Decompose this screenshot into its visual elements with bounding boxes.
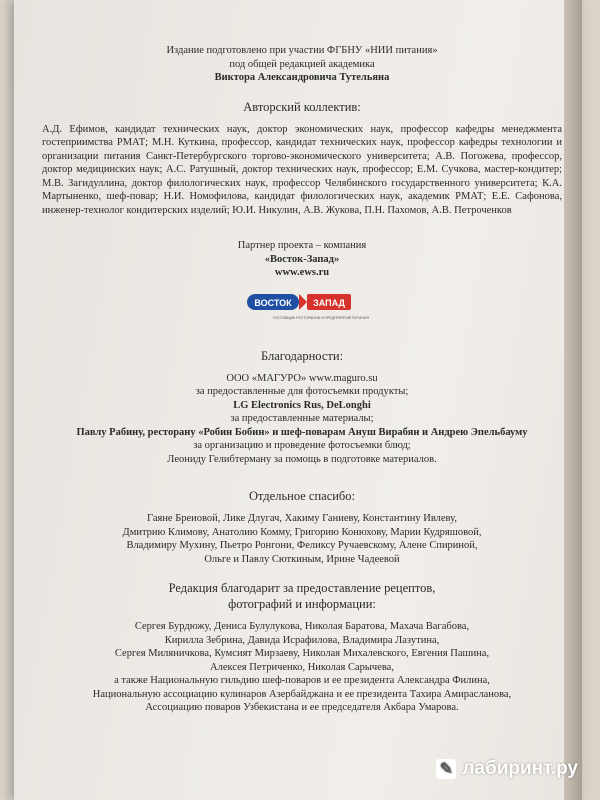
- authors-title: Авторский коллектив:: [243, 99, 361, 114]
- header-line-2: под общей редакцией академика: [229, 58, 375, 70]
- partner-logo: [42, 288, 562, 328]
- page-content: [42, 44, 562, 715]
- editorial-line: Ассоциацию поваров Узбекистана и ее председателя Акбара Умарова.: [145, 702, 459, 713]
- thanks-title: Благодарности:: [260, 348, 344, 363]
- special-line: Гаяне Бреиовой, Лике Длугач, Хакиму Ганиеву, Константину Ивлеву,: [147, 513, 457, 524]
- editorial-line: Кирилла Зебрина, Давида Исрафилова, Владимира Лазутина,: [164, 634, 440, 646]
- editorial-title-1: Редакция благодарит за предоставление рецептов,: [168, 581, 436, 595]
- editorial-line: Алексея Петриченко, Николая Сарычева,: [210, 661, 394, 673]
- special-line: Ольге и Павлу Сюткиным, Ирине Чадеевой: [204, 553, 400, 565]
- page-edge: [564, 0, 582, 800]
- editor-name: Виктора Александровича Тутельяна: [214, 72, 390, 83]
- vostok-zapad-logo-icon: [247, 288, 369, 328]
- partner-name: «Восток-Запад»: [264, 253, 340, 265]
- thanks-line: Леониду Гелибтерману за помощь в подготовке материалов.: [167, 453, 437, 465]
- editorial-line: а также Национальную гильдию шеф-поваров и ее президента Александра Филина,: [114, 675, 490, 686]
- labirint-watermark: [436, 758, 578, 780]
- authors-text: А.Д. Ефимов, кандидат технических наук, доктор экономических наук, профессор кафедры менеджмента гостеприимства РМАТ; М.Н. Куткина, профессор, кандидат технических наук, профессор кафедры технологии и организации питания Санкт-Петербургского торгово-экономического университета; А.В. Погожева, профессор, доктор медицинских наук; А.С. Ратушный, доктор технических наук, профессор; Е.М. Сучкова, мастер-кондитер; М.В. Загидуллина, доктор филологических наук, профессор Челябинского государственного университета; К.А. Мартыненко, шеф-повар; Н.И. Номофилова, кандидат филологических наук, академик РМАТ; Е.Е. Сафонова, инженер-технолог кондитерских изделий; Ю.И. Никулин, А.В. Жукова, П.Н. Пахомов, А.В. Петроченков: [42, 123, 562, 216]
- thanks-line: за предоставленные для фотосъемки продукты;: [195, 386, 409, 397]
- logo-word-1: ВОСТОК: [254, 297, 292, 308]
- labirint-text: лабиринт.ру: [462, 758, 578, 779]
- labirint-icon: ✎: [436, 759, 456, 779]
- thanks-line: LG Electronics Rus, DeLonghi: [233, 399, 371, 411]
- partner-website: www.ews.ru: [274, 267, 330, 278]
- thanks-line: ООО «МАГУРО» www.maguro.su: [226, 372, 378, 384]
- header-line-1: Издание подготовлено при участии ФГБНУ «НИИ питания»: [166, 45, 438, 56]
- book-page: [14, 0, 582, 800]
- logo-caption: ПОСТАВЩИК РЕСТОРАНОВ И ПРЕДПРИЯТИЙ ПИТАНИЯ: [273, 315, 369, 320]
- editorial-line: Национальную ассоциацию кулинаров Азербайджана и ее президента Тахира Амирасланова,: [92, 688, 512, 700]
- logo-word-2: ЗАПАД: [313, 297, 345, 308]
- special-line: Дмитрию Климову, Анатолию Комму, Григорию Конюхову, Марии Кудряшовой,: [122, 526, 482, 538]
- thanks-line: Павлу Рабину, ресторану «Робин Бобин» и шеф-поварам Ануш Вирабян и Андрею Эпельбауму: [76, 426, 528, 438]
- special-title: Отдельное спасибо:: [248, 489, 356, 503]
- partner-line-1: Партнер проекта – компания: [237, 240, 367, 251]
- thanks-line: за организацию и проведение фотосъемки блюд;: [193, 440, 411, 451]
- editorial-line: Сергея Бурдюжу, Дениса Булулукова, Николая Баратова, Махача Вагабова,: [134, 621, 470, 632]
- special-line: Владимиру Мухину, Пьетро Ронгони, Феликсу Ручаевскому, Алене Спириной,: [126, 540, 478, 551]
- editorial-title-2: фотографий и информации:: [228, 597, 376, 611]
- thanks-line: за предоставленные материалы;: [230, 413, 374, 424]
- editorial-line: Сергея Миляничкова, Кумсият Мирзаеву, Николая Михалевского, Евгения Пашина,: [114, 648, 490, 659]
